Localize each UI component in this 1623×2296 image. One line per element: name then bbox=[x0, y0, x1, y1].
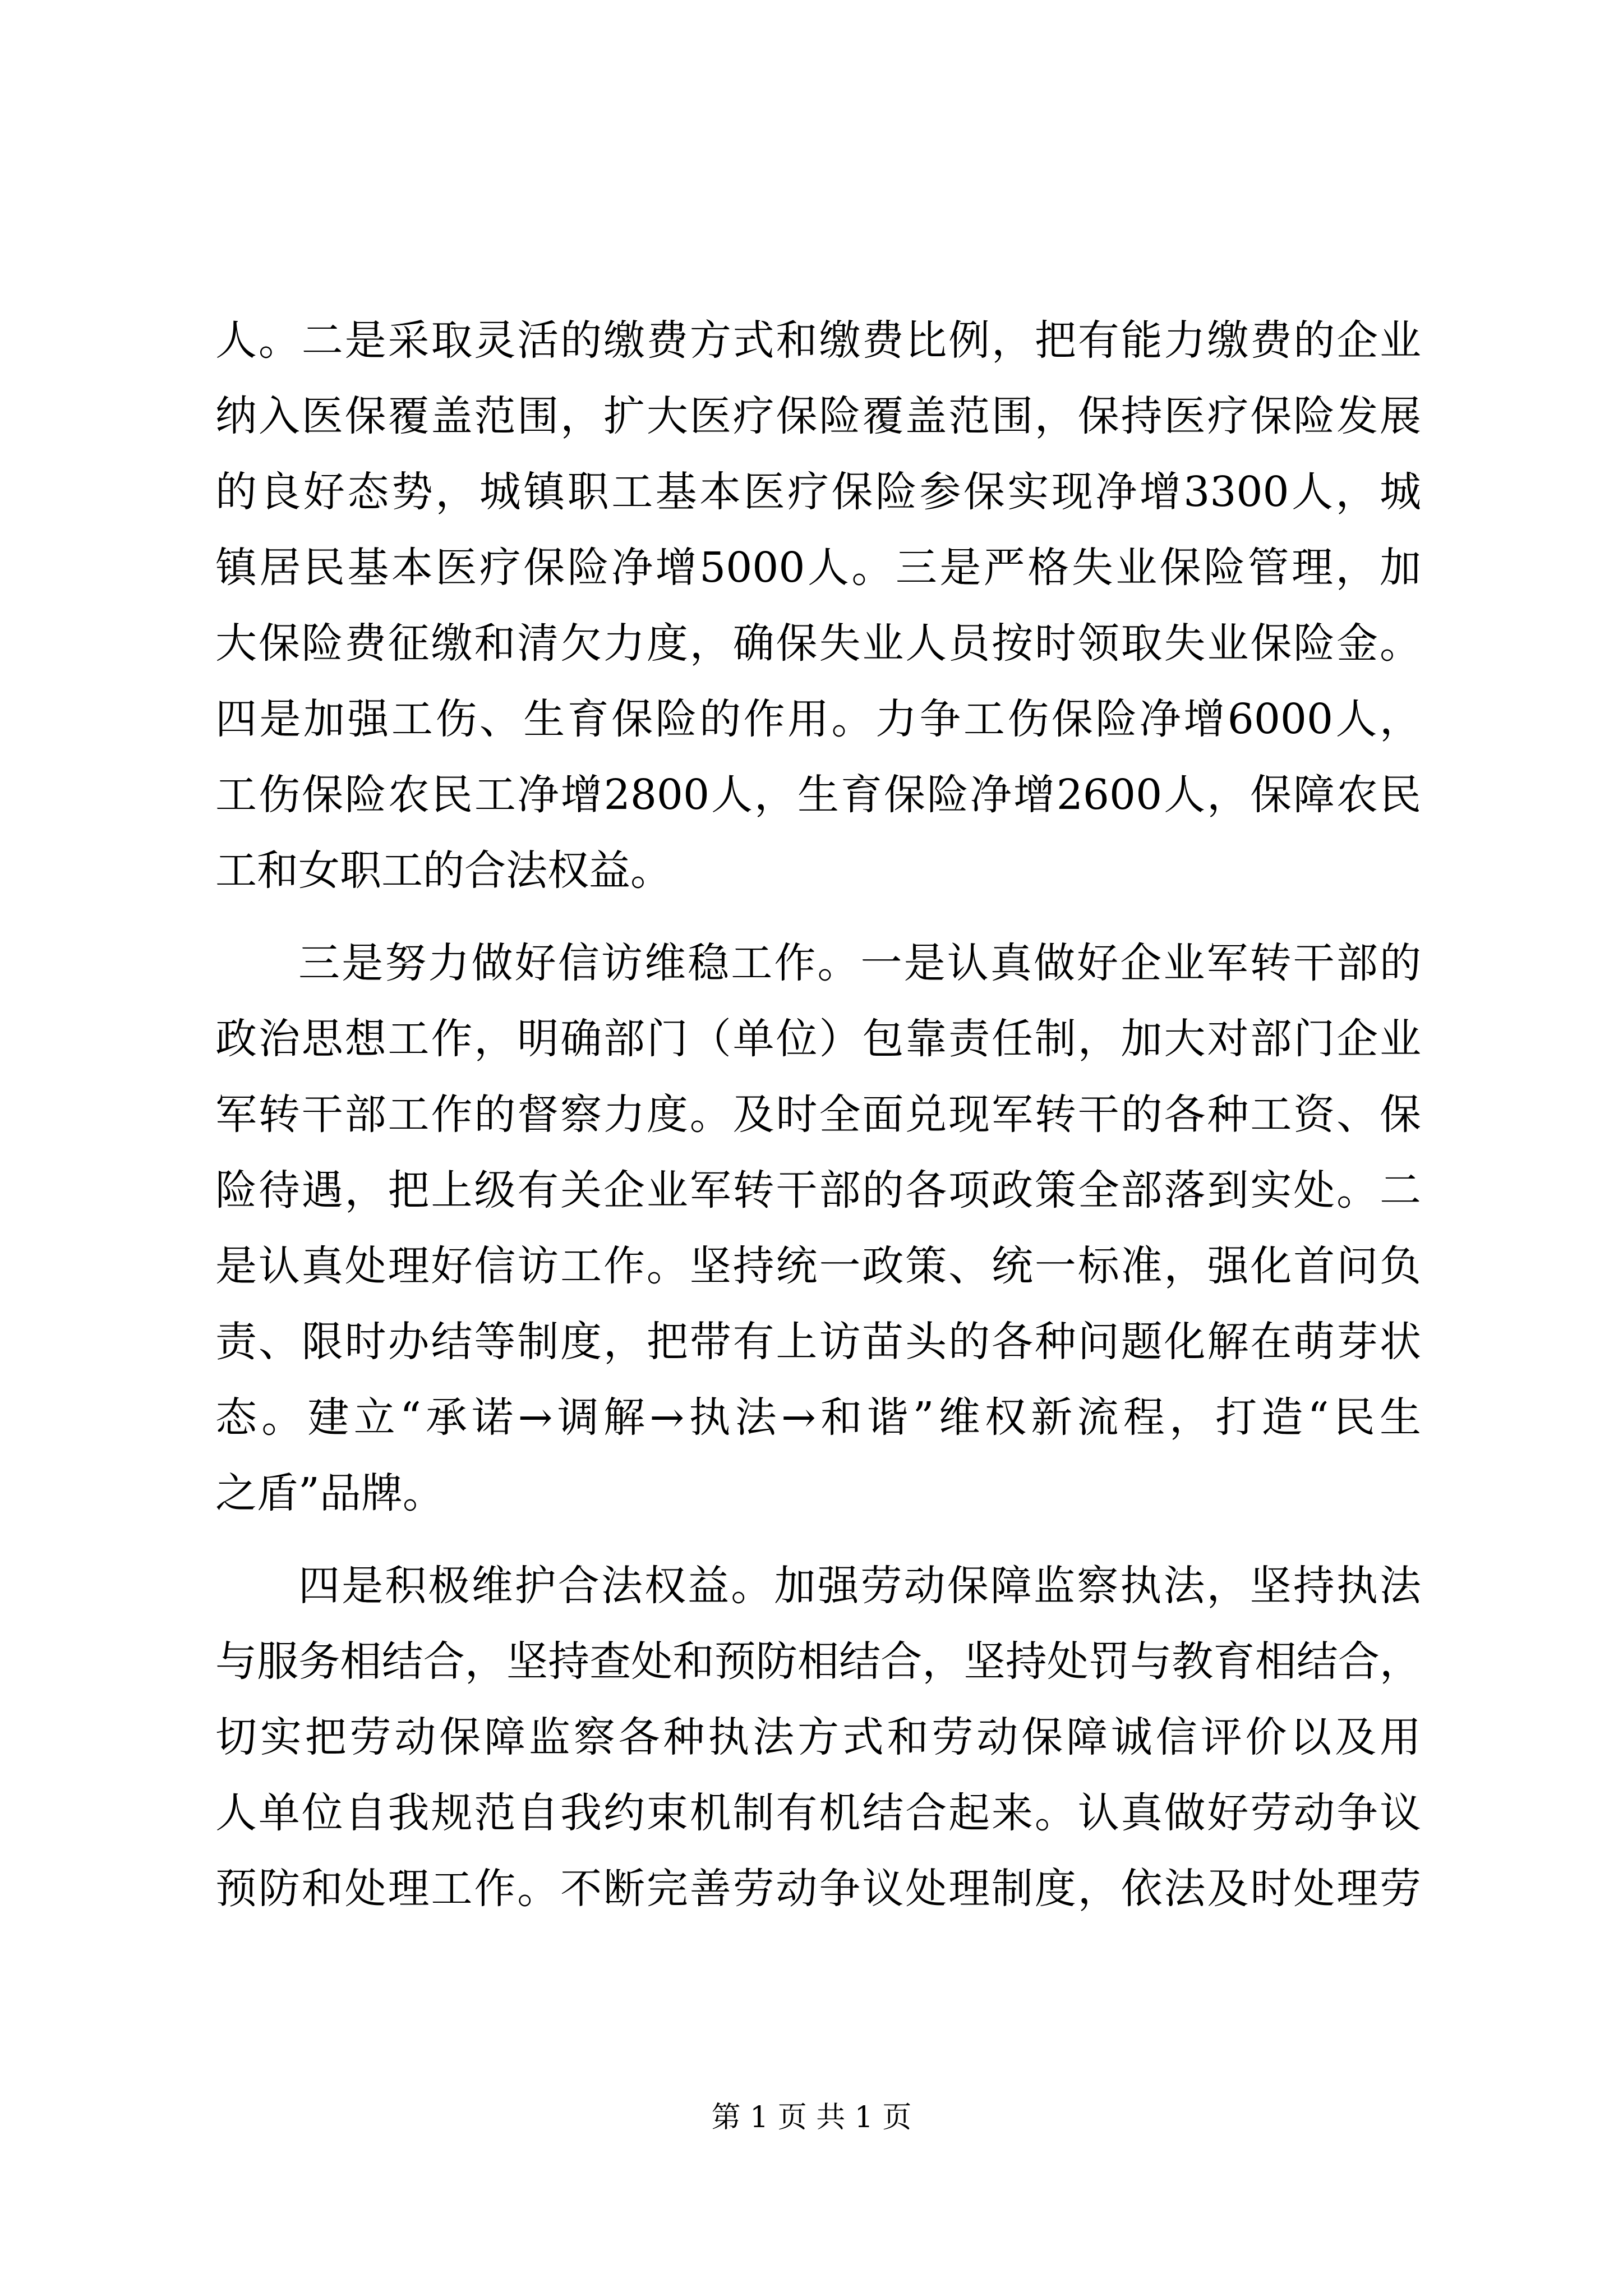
paragraph-line: 的良好态势，城镇职工基本医疗保险参保实现净增3300人，城 bbox=[215, 468, 1421, 516]
paragraph-line: 政治思想工作，明确部门（单位）包靠责任制，加大对部门企业 bbox=[215, 1015, 1421, 1063]
document-body bbox=[215, 303, 1421, 1927]
paragraph-line: 工和女职工的合法权益。 bbox=[215, 846, 672, 895]
paragraph-spacer bbox=[215, 909, 1421, 926]
paragraph-line: 人单位自我规范自我约束机制有机结合起来。认真做好劳动争议 bbox=[215, 1789, 1421, 1837]
paragraph-2 bbox=[215, 926, 1421, 1531]
paragraph-line: 态。建立“承诺→调解→执法→和谐”维权新流程，打造“民生 bbox=[215, 1393, 1421, 1442]
paragraph-line: 四是加强工伤、生育保险的作用。力争工伤保险净增6000人， bbox=[215, 695, 1421, 743]
paragraph-line: 人。二是采取灵活的缴费方式和缴费比例，把有能力缴费的企业 bbox=[215, 316, 1421, 365]
paragraph-spacer bbox=[215, 1531, 1421, 1548]
paragraph-line: 与服务相结合，坚持查处和预防相结合，坚持处罚与教育相结合， bbox=[215, 1637, 1421, 1686]
paragraph-line: 责、限时办结等制度，把带有上访苗头的各种问题化解在萌芽状 bbox=[215, 1318, 1421, 1366]
paragraph-line: 军转干部工作的督察力度。及时全面兑现军转干的各种工资、保 bbox=[215, 1091, 1421, 1139]
paragraph-line: 三是努力做好信访维稳工作。一是认真做好企业军转干部的 bbox=[298, 939, 1421, 987]
paragraph-line: 是认真处理好信访工作。坚持统一政策、统一标准，强化首问负 bbox=[215, 1242, 1421, 1290]
paragraph-line: 之盾”品牌。 bbox=[215, 1469, 444, 1517]
paragraph-line: 工伤保险农民工净增2800人，生育保险净增2600人，保障农民 bbox=[215, 771, 1421, 819]
paragraph-line: 预防和处理工作。不断完善劳动争议处理制度，依法及时处理劳 bbox=[215, 1865, 1421, 1913]
paragraph-1 bbox=[215, 303, 1421, 909]
page-number-footer: 第 1 页 共 1 页 bbox=[711, 2101, 912, 2134]
paragraph-line: 纳入医保覆盖范围，扩大医疗保险覆盖范围，保持医疗保险发展 bbox=[215, 392, 1421, 440]
paragraph-line: 大保险费征缴和清欠力度，确保失业人员按时领取失业保险金。 bbox=[215, 619, 1421, 668]
paragraph-3 bbox=[215, 1548, 1421, 1927]
paragraph-line: 切实把劳动保障监察各种执法方式和劳动保障诚信评价以及用 bbox=[215, 1713, 1421, 1761]
paragraph-line: 四是积极维护合法权益。加强劳动保障监察执法，坚持执法 bbox=[298, 1562, 1421, 1610]
paragraph-line: 险待遇，把上级有关企业军转干部的各项政策全部落到实处。二 bbox=[215, 1166, 1421, 1214]
paragraph-line: 镇居民基本医疗保险净增5000人。三是严格失业保险管理，加 bbox=[215, 544, 1421, 592]
